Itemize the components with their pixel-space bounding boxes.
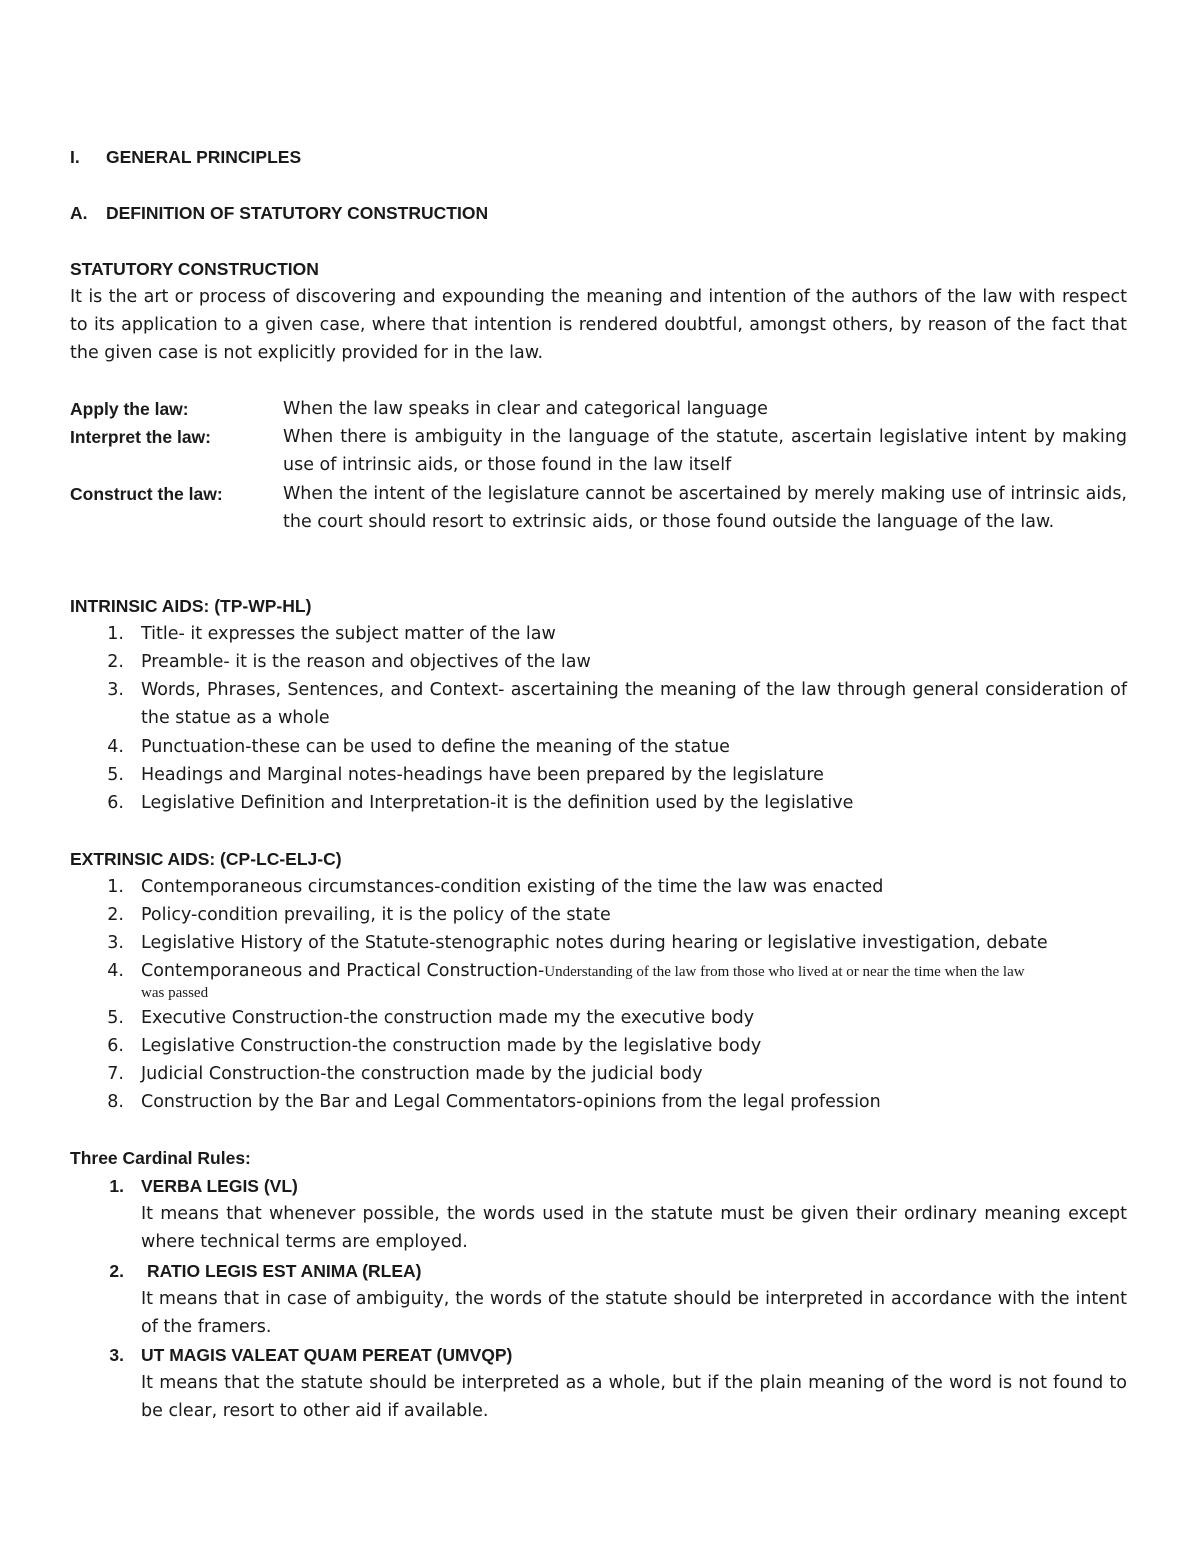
list-item-number: 6.: [107, 1036, 124, 1056]
list-item-number: 3.: [107, 680, 124, 700]
list-item-number: 5.: [107, 765, 124, 785]
rule-verba-legis-text: It means that whenever possible, the words used in the statute must be given their ordinary meaning except where technical terms are employed.: [141, 1204, 1127, 1253]
heading-a-number: A.: [70, 203, 88, 223]
list-item-number: 1.: [107, 877, 124, 897]
heading-a-title: DEFINITION OF STATUTORY CONSTRUCTION: [106, 203, 489, 223]
intrinsic-item-title: Title- it expresses the subject matter of the law: [141, 624, 556, 644]
intrinsic-item-punctuation: Punctuation-these can be used to define the meaning of the statue: [141, 737, 730, 757]
extrinsic-item-practical-serif-1: Understanding of the law from those who lived at or near the time when the law: [544, 964, 1025, 980]
rule-number: 3.: [109, 1345, 124, 1365]
rule-ut-magis-text: It means that the statute should be interpreted as a whole, but if the plain meaning of the word is not found to be clear, resort to other aid if available.: [141, 1373, 1127, 1422]
list-item-number: 2.: [107, 905, 124, 925]
intrinsic-aids-title: INTRINSIC AIDS: (TP-WP-HL): [70, 596, 312, 616]
rule-verba-legis-title: VERBA LEGIS (VL): [141, 1176, 298, 1196]
extrinsic-item-bar: Construction by the Bar and Legal Commentators-opinions from the legal profession: [141, 1092, 881, 1112]
term-text-interpret: When there is ambiguity in the language of the statute, ascertain legislative intent by making use of intrinsic aids, or those found in the law itself: [283, 427, 1127, 476]
list-item-number: 6.: [107, 793, 124, 813]
list-item-number: 7.: [107, 1064, 124, 1084]
extrinsic-item-practical-serif-2: was passed: [141, 985, 209, 1001]
list-item-number: 5.: [107, 1008, 124, 1028]
rule-ratio-legis-title: RATIO LEGIS EST ANIMA (RLEA): [147, 1261, 422, 1281]
extrinsic-item-executive: Executive Construction-the construction made my the executive body: [141, 1008, 755, 1028]
term-text-apply: When the law speaks in clear and categorical language: [283, 399, 768, 419]
extrinsic-item-practical-lead: Contemporaneous and Practical Construction-: [141, 961, 545, 981]
heading-i-title: GENERAL PRINCIPLES: [106, 147, 302, 167]
rule-ut-magis-title: UT MAGIS VALEAT QUAM PEREAT (UMVQP): [141, 1345, 513, 1365]
extrinsic-aids-title: EXTRINSIC AIDS: (CP-LC-ELJ-C): [70, 849, 342, 869]
statutory-construction-title: STATUTORY CONSTRUCTION: [70, 259, 319, 279]
extrinsic-item-judicial: Judicial Construction-the construction made by the judicial body: [141, 1064, 703, 1084]
extrinsic-item-policy: Policy-condition prevailing, it is the policy of the state: [141, 905, 611, 925]
list-item-number: 4.: [107, 737, 124, 757]
extrinsic-item-circumstances: Contemporaneous circumstances-condition existing of the time the law was enacted: [141, 877, 884, 897]
rule-number: 1.: [109, 1176, 124, 1196]
statutory-construction-definition: It is the art or process of discovering and expounding the meaning and intention of the authors of the law with respect to its application to a given case, where that intention is rendered doubtful, amongst others, by reason of the fact that the given case is not explicitly provided for in the law.: [70, 287, 1127, 364]
list-item-number: 2.: [107, 652, 124, 672]
list-item-number: 4.: [107, 961, 124, 981]
rule-ratio-legis-text: It means that in case of ambiguity, the words of the statute should be interpreted in accordance with the intent of the framers.: [141, 1289, 1127, 1338]
list-item-number: 8.: [107, 1092, 124, 1112]
list-item-number: 3.: [107, 933, 124, 953]
extrinsic-item-practical: [141, 957, 1025, 985]
heading-i-number: I.: [70, 147, 80, 167]
extrinsic-item-history: Legislative History of the Statute-stenographic notes during hearing or legislative investigation, debate: [141, 933, 1048, 953]
intrinsic-item-definition: Legislative Definition and Interpretation-it is the definition used by the legislative: [141, 793, 854, 813]
intrinsic-item-words: Words, Phrases, Sentences, and Context- ascertaining the meaning of the law through general consideration of the statue as a whole: [141, 680, 1127, 729]
cardinal-rules-title: Three Cardinal Rules:: [70, 1148, 251, 1168]
list-item-number: 1.: [107, 624, 124, 644]
term-label-apply: Apply the law:: [70, 399, 189, 419]
intrinsic-item-preamble: Preamble- it is the reason and objectives of the law: [141, 652, 591, 672]
term-label-construct: Construct the law:: [70, 484, 223, 504]
intrinsic-item-headings: Headings and Marginal notes-headings have been prepared by the legislature: [141, 765, 824, 785]
extrinsic-item-legislative: Legislative Construction-the construction made by the legislative body: [141, 1036, 762, 1056]
rule-number: 2.: [109, 1261, 124, 1281]
term-label-interpret: Interpret the law:: [70, 427, 211, 447]
term-text-construct: When the intent of the legislature cannot be ascertained by merely making use of intrinsic aids, the court should resort to extrinsic aids, or those found outside the language of the law.: [283, 484, 1127, 533]
